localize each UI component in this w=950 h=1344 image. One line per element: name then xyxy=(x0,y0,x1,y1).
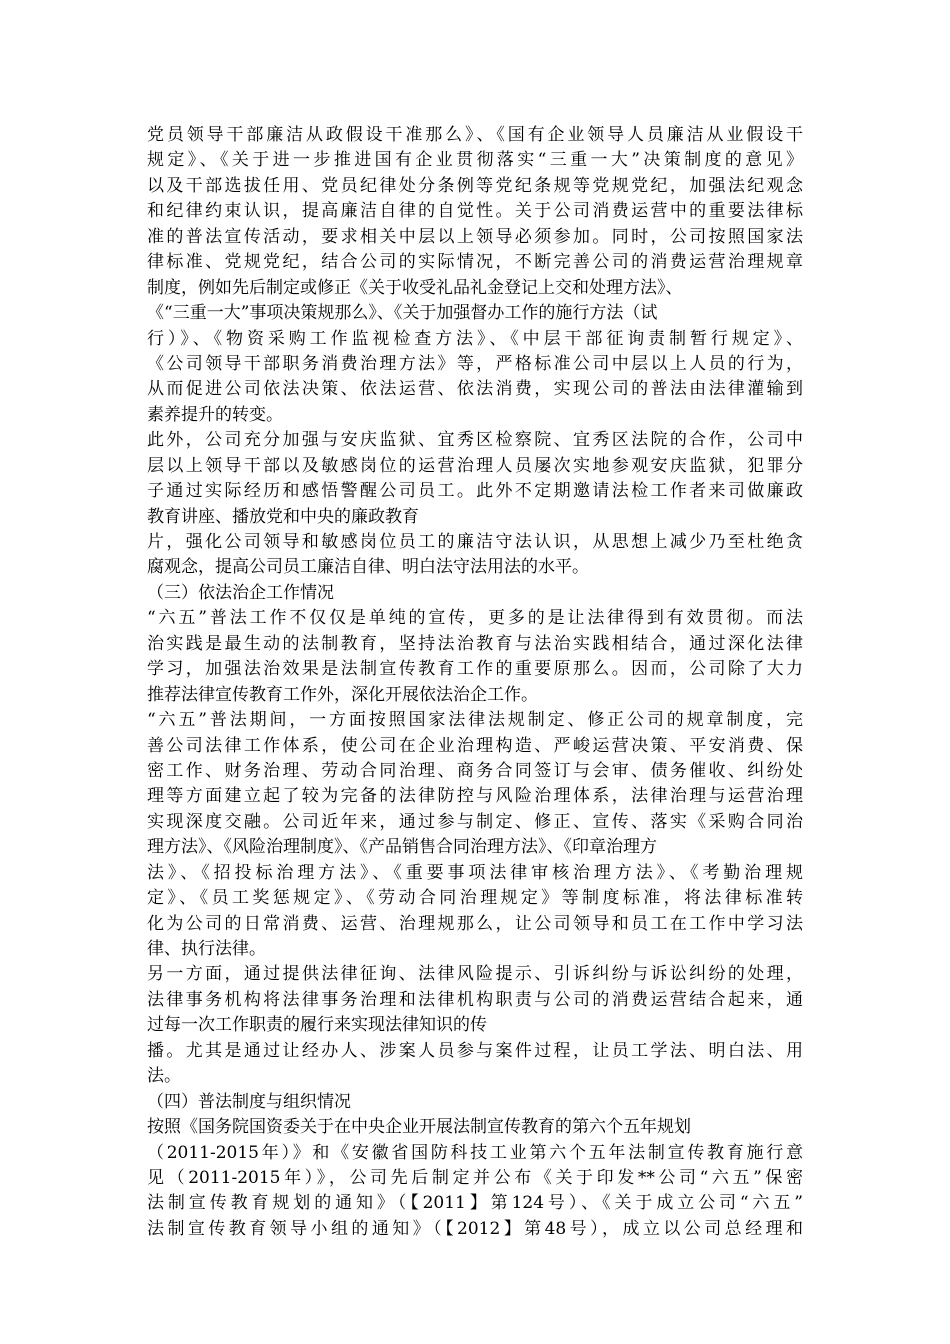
text-line: 理等方面建立起了较为完备的法律防控与风险治理体系，法律治理与运营治理 xyxy=(147,786,803,807)
text-line: 法》、《招投标治理方法》、《重要事项法律审核治理方法》、《考勤治理规 xyxy=(147,862,803,883)
text-line: 子通过实际经历和感悟警醒公司员工。此外不定期邀请法检工作者来司做廉政 xyxy=(147,481,803,502)
text-line: 和纪律约束认识，提高廉洁自律的自觉性。关于公司消费运营中的重要法律标 xyxy=(147,201,803,222)
text-line: 见（2011-2015年）》，公司先后制定并公布《关于印发**公司“六五”保密 xyxy=(147,1167,803,1188)
text-line: “六五”普法工作不仅仅是单纯的宣传，更多的是让法律得到有效贯彻。而法 xyxy=(147,608,803,629)
text-line: “六五”普法期间，一方面按照国家法律法规制定、修正公司的规章制度，完 xyxy=(147,710,803,731)
text-line: 推荐法律宣传教育工作外，深化开展依法治企工作。 xyxy=(147,684,538,705)
text-line: 层以上领导干部以及敏感岗位的运营治理人员屡次实地参观安庆监狱，犯罪分 xyxy=(147,455,803,476)
text-line: 行）》、《物资采购工作监视检查方法》、《中层干部征询责制暂行规定》、 xyxy=(147,328,803,349)
text-line: 律标准、党规党纪，结合公司的实际情况，不断完善公司的消费运营治理规章 xyxy=(147,252,803,273)
text-line: 《公司领导干部职务消费治理方法》等，严格标准公司中层以上人员的行为， xyxy=(147,353,803,374)
text-line: 化为公司的日常消费、运营、治理规那么，让公司领导和员工在工作中学习法 xyxy=(147,913,803,934)
text-line: 法律事务机构将法律事务治理和法律机构职责与公司的消费运营结合起来，通 xyxy=(147,989,803,1010)
text-line: 播。尤其是通过让经办人、涉案人员参与案件过程，让员工学法、明白法、用 xyxy=(147,1040,803,1061)
text-line: 制度，例如先后制定或修正《关于收受礼品礼金登记上交和处理方法》、 xyxy=(147,277,683,298)
text-line: 准的普法宣传活动，要求相关中层以上领导必须参加。同时，公司按照国家法 xyxy=(147,226,803,247)
text-line: （2011-2015年）》和《安徽省国防科技工业第六个五年法制宣传教育施行意 xyxy=(147,1142,803,1163)
text-line: 片，强化公司领导和敏感岗位员工的廉洁守法认识，从思想上减少乃至杜绝贪 xyxy=(147,532,803,552)
text-line: 法。 xyxy=(147,1066,181,1087)
text-line: 理方法》、《风险治理制度》、《产品销售合同治理方法》、《印章治理方 xyxy=(147,837,657,858)
text-line: 学习，加强法治效果是法制宣传教育工作的重要原那么。因而，公司除了大力 xyxy=(147,659,803,680)
text-line: 素养提升的转变。 xyxy=(147,404,283,425)
text-line: 善公司法律工作体系，使公司在企业治理构造、严峻运营决策、平安消费、保 xyxy=(147,735,803,756)
text-line: 《“三重一大”事项决策规那么》、《关于加强督办工作的施行方法（试 xyxy=(147,303,658,324)
text-line: 法制宣传教育领导小组的通知》（【2012】第48号），成立以公司总经理和 xyxy=(147,1218,803,1239)
text-line: 定》、《员工奖惩规定》、《劳动合同治理规定》等制度标准，将法律标准转 xyxy=(147,888,803,909)
text-line: 教育讲座、播放党和中央的廉政教育 xyxy=(147,506,419,527)
text-line: 法制宣传教育规划的通知》（【2011】第124号）、《关于成立公司“六五” xyxy=(147,1193,803,1214)
text-line: 党员领导干部廉洁从政假设干准那么》、《国有企业领导人员廉洁从业假设干 xyxy=(147,125,803,145)
text-line: 密工作、财务治理、劳动合同治理、商务合同签订与会审、债务催收、纠纷处 xyxy=(147,760,803,781)
text-line: （三）依法治企工作情况 xyxy=(147,582,334,603)
text-line: 此外，公司充分加强与安庆监狱、宜秀区检察院、宜秀区法院的合作，公司中 xyxy=(147,430,803,451)
text-line: 另一方面，通过提供法律征询、法律风险提示、引诉纠纷与诉讼纠纷的处理， xyxy=(147,964,803,985)
text-line: 实现深度交融。公司近年来，通过参与制定、修正、宣传、落实《采购合同治 xyxy=(147,811,803,832)
text-line: 以及干部选拔任用、党员纪律处分条例等党纪条规等党规党纪，加强法纪观念 xyxy=(147,175,803,196)
text-line: 规定》、《关于进一步推进国有企业贯彻落实“三重一大”决策制度的意见》 xyxy=(147,150,803,171)
text-line: 从而促进公司依法决策、依法运营、依法消费，实现公司的普法由法律灌输到 xyxy=(147,379,803,400)
text-line: 按照《国务院国资委关于在中央企业开展法制宣传教育的第六个五年规划 xyxy=(147,1117,691,1138)
text-line: （四）普法制度与组织情况 xyxy=(147,1091,351,1112)
text-line: 腐观念，提高公司员工廉洁自律、明白法守法用法的水平。 xyxy=(147,557,589,578)
text-line: 治实践是最生动的法制教育，坚持法治教育与法治实践相结合，通过深化法律 xyxy=(147,633,803,654)
text-line: 过每一次工作职责的履行来实现法律知识的传 xyxy=(147,1015,487,1036)
document-body xyxy=(147,123,803,1242)
text-line: 律、执行法律。 xyxy=(147,939,266,959)
